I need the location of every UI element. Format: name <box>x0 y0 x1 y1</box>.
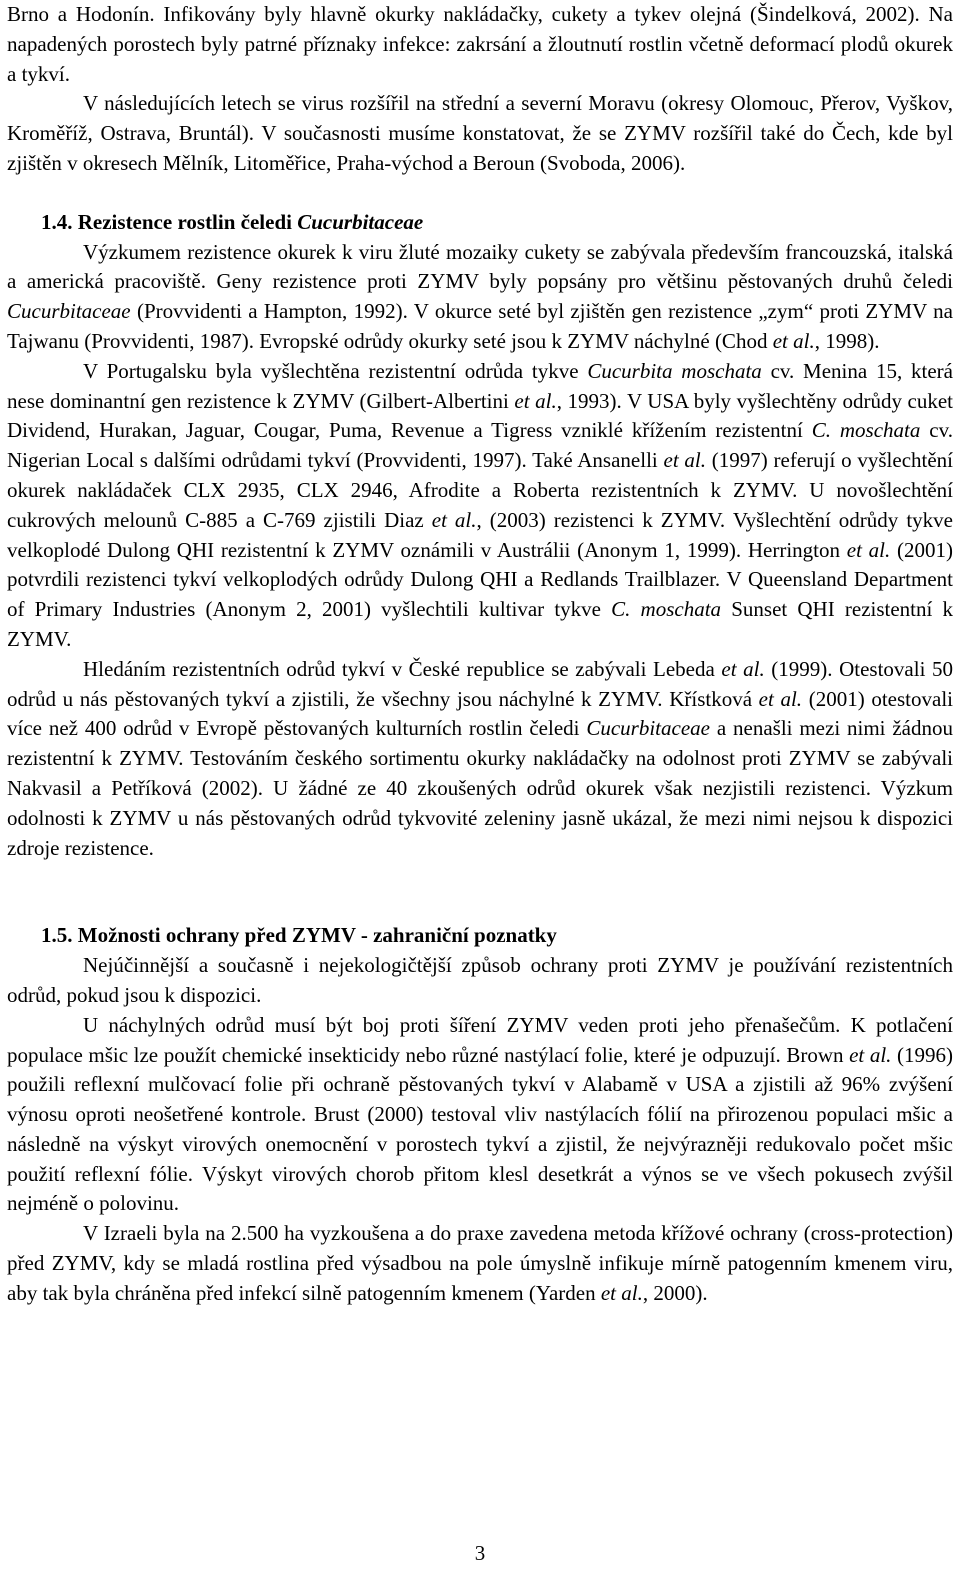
document-page <box>7 0 953 1309</box>
paragraph-resistance-research: Výzkumem rezistence okurek k viru žluté mozaiky cukety se zabývala především francouzská, italská a americká pracoviště. Geny rezistence proti ZYMV byly popsány pro většinu pěstovaných druhů čeledi Cucurbitaceae (Provvidenti a Hampton, 1992). V okurce seté byl zjištěn gen rezistence „zym“ proti ZYMV na Tajwanu (Provvidenti, 1987). Evropské odrůdy okurky seté jsou k ZYMV náchylné (Chod et al., 1998). <box>7 239 953 353</box>
section-heading-1-4: 1.4. Rezistence rostlin čeledi Cucurbitaceae <box>41 209 424 234</box>
paragraph-intro-continued: Brno a Hodonín. Infikovány byly hlavně okurky nakládačky, cukety a tykev olejná (Šindelková, 2002). Na napadených porostech byly patrné příznaky infekce: zakrsání a žloutnutí rostlin včetně deformací plodů okurek a tykví. <box>7 2 953 86</box>
section-heading-1-5: 1.5. Možnosti ochrany před ZYMV - zahraniční poznatky <box>41 923 557 948</box>
page-number: 3 <box>474 1541 486 1565</box>
paragraph-resistant-cultivars: V Portugalsku byla vyšlechtěna rezistentní odrůda tykve Cucurbita moschata cv. Menina 15, která nese dominantní gen rezistence k ZYMV (Gilbert-Albertini et al., 1993). V USA byly vyšlechtěny odrůdy cuket Dividend, Hurakan, Jaguar, Cougar, Puma, Revenue a Tigress vzniklé křížením rezistentní C. moschata cv. Nigerian Local s dalšími odrůdami tykví (Provvidenti, 1997). Také Ansanelli et al. (1997) referují o vyšlechtění okurek nakládaček CLX 2935, CLX 2946, Afrodite a Roberta rezistentních k ZYMV. U novošlechtění cukrových melounů C-885 a C-769 zjistili Diaz et al., (2003) rezistenci k ZYMV. Vyšlechtění odrůdy tykve velkoplodé Dulong QHI rezistentní k ZYMV oznámili v Austrálii (Anonym 1, 1999). Herrington et al. (2001) potvrdili rezistenci tykví velkoplodých odrůdy Dulong QHI a Redlands Trailblazer. V Queensland Department of Primary Industries (Anonym 2, 2001) vyšlechtili kultivar tykve C. moschata Sunset QHI rezistentní k ZYMV. <box>7 358 954 651</box>
paragraph-cross-protection: V Izraeli byla na 2.500 ha vyzkoušena a do praxe zavedena metoda křížové ochrany (cross-protection) před ZYMV, kdy se mladá rostlina před výsadbou na pole úmyslně infikuje mírně patogenním kmenem viru, aby tak byla chráněna před infekcí silně patogenním kmenem (Yarden et al., 2000). <box>7 1221 953 1305</box>
paragraph-vector-control: U náchylných odrůd musí být boj proti šíření ZYMV veden proti jeho přenašečům. K potlačení populace mšic lze použít chemické insekticidy nebo různé nastýlací folie, které je odpuzují. Brown et al. (1996) použili reflexní mulčovací folie při ochraně pěstovaných tykví v Alabamě v USA a zjistili až 96% zvýšení výnosu oproti neošetřené kontrole. Brust (2000) testoval vliv nastýlacích fólií na přirozenou populaci mšic a následně na výskyt virových onemocnění v porostech tykví a zjistil, že nejvýrazněji redukovalo počet mšic použití reflexní fólie. Výskyt virových chorob přitom klesl desetkrát a výnos se ve všech pokusech zvýšil nejméně o polovinu. <box>7 1012 953 1216</box>
paragraph-virus-spread: V následujících letech se virus rozšířil na střední a severní Moravu (okresy Olomouc, Přerov, Vyškov, Kroměříž, Ostrava, Bruntál). V současnosti musíme konstatovat, že se ZYMV rozšířil také do Čech, kde byl zjištěn v okresech Mělník, Litoměřice, Praha-východ a Beroun (Svoboda, 2006). <box>7 91 953 175</box>
paragraph-resistant-varieties: Nejúčinnější a současně i nejekologičtější způsob ochrany proti ZYMV je používání rezistentních odrůd, pokud jsou k dispozici. <box>7 953 953 1007</box>
paragraph-czech-research: Hledáním rezistentních odrůd tykví v České republice se zabývali Lebeda et al. (1999). Otestovali 50 odrůd u nás pěstovaných tykví a zjistili, že všechny jsou náchylné k ZYMV. Křístková et al. (2001) otestovali více než 400 odrůd v Evropě pěstovaných kulturních rostlin čeledi Cucurbitaceae a nenašli mezi nimi žádnou rezistentní k ZYMV. Testováním českého sortimentu okurky nakládačky na odolnost proti ZYMV se zabývali Nakvasil a Petříková (2002). U žádné ze 40 zkoušených odrůd okurek však nezjistili rezistenci. Výzkum odolnosti k ZYMV u nás pěstovaných odrůd tykvovité zeleniny jasně ukázal, že mezi nimi nejsou k dispozici zdroje rezistence. <box>7 656 954 860</box>
